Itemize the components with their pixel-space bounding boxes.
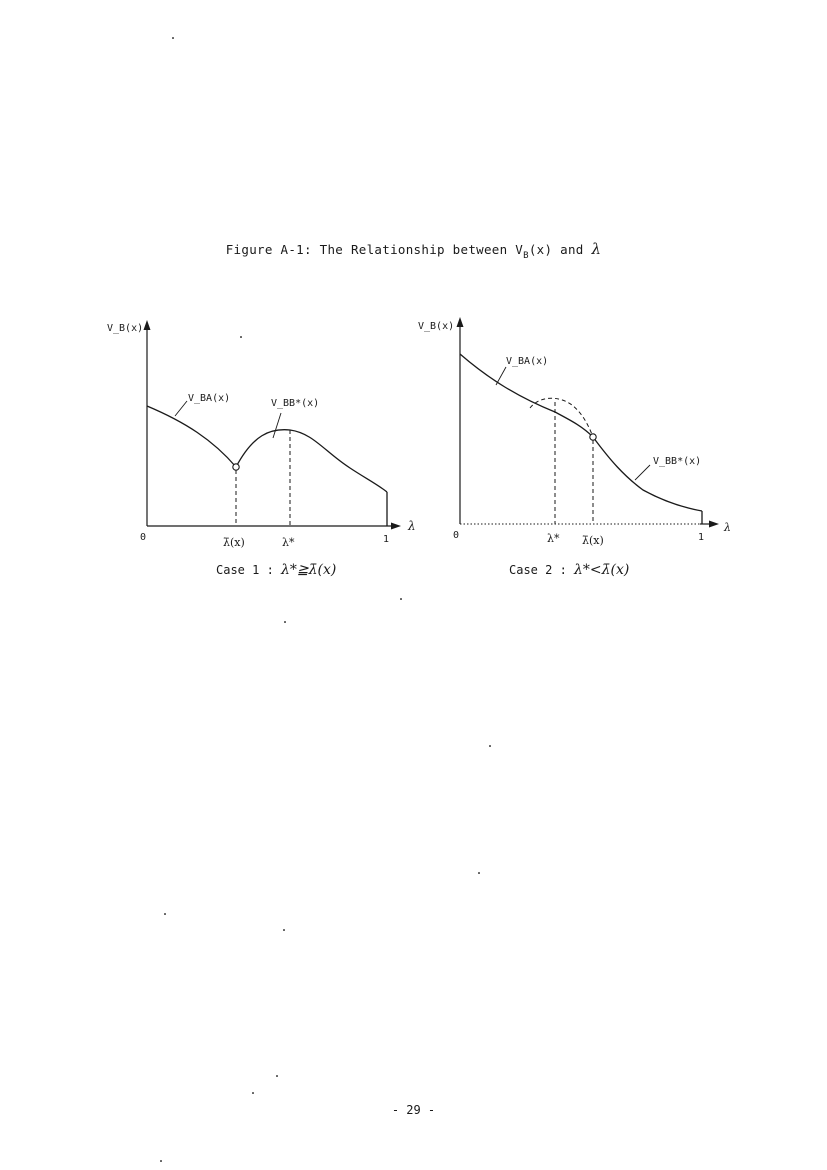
scan-speck [172,37,174,39]
case2-curve-vbb-dashed [530,398,593,437]
scan-speck [478,872,480,874]
case2-leader-vba [496,367,506,385]
case1-y-arrow [144,320,151,330]
scan-speck [240,336,242,338]
case2-label-vba: V_BA(x) [506,356,549,367]
case1-leader-vba [175,401,187,416]
case1-kink-point [233,464,239,470]
case2-tick-lambda-star: λ* [547,532,560,545]
case1-label-vbb: V_BB*(x) [271,398,320,409]
scan-speck [164,913,166,915]
case2-caption-prefix: Case 2 : [509,563,575,577]
case1-tick-lambda-bar: λ̄(x) [223,536,245,549]
case2-y-arrow [457,317,464,327]
figure-title-subscript: B [523,251,529,261]
scan-speck [284,621,286,623]
scan-speck [489,745,491,747]
case2-leader-vbb [635,465,650,480]
case1-chart [95,300,435,560]
case1-label-vba: V_BA(x) [188,393,231,404]
case2-tick-zero: 0 [453,530,460,541]
scan-speck [160,1160,162,1162]
case1-curve-vba [147,406,236,467]
case2-label-vbb: V_BB*(x) [653,456,702,467]
case2-caption-math: λ*<λ̄(x) [574,562,630,578]
case2-kink-point [590,434,596,440]
case2-ylabel: V_B(x) [418,321,455,332]
figure-title [0,240,827,261]
case2-xlabel: λ [724,521,731,534]
case1-curve-vbb [236,430,387,492]
case1-x-arrow [391,523,401,530]
figure-title-prefix: Figure A-1: The Relationship between V [225,242,524,257]
case1-caption-prefix: Case 1 : [216,563,282,577]
case2-caption [509,562,629,578]
case1-caption [216,562,336,578]
page-number: - 29 - [391,1103,436,1117]
case1-tick-lambda-star: λ* [282,536,295,549]
case2-x-arrow [709,521,719,528]
case1-xlabel: λ [408,519,416,533]
case1-tick-one: 1 [383,534,390,545]
scan-speck [252,1092,254,1094]
figure-title-symbol: λ [591,240,602,258]
case1-ylabel: V_B(x) [107,323,144,334]
figure-title-mid: (x) and [528,242,592,257]
case1-caption-math: λ*≧λ̄(x) [281,562,337,578]
case1-tick-zero: 0 [140,532,147,543]
scan-speck [400,598,402,600]
case2-curve-vbb [593,437,702,511]
scan-speck [283,929,285,931]
case1-leader-vbb [273,413,281,438]
scan-speck [276,1075,278,1077]
case2-tick-one: 1 [698,532,705,543]
case2-chart [410,300,750,560]
case2-tick-lambda-bar: λ̄(x) [582,534,604,547]
